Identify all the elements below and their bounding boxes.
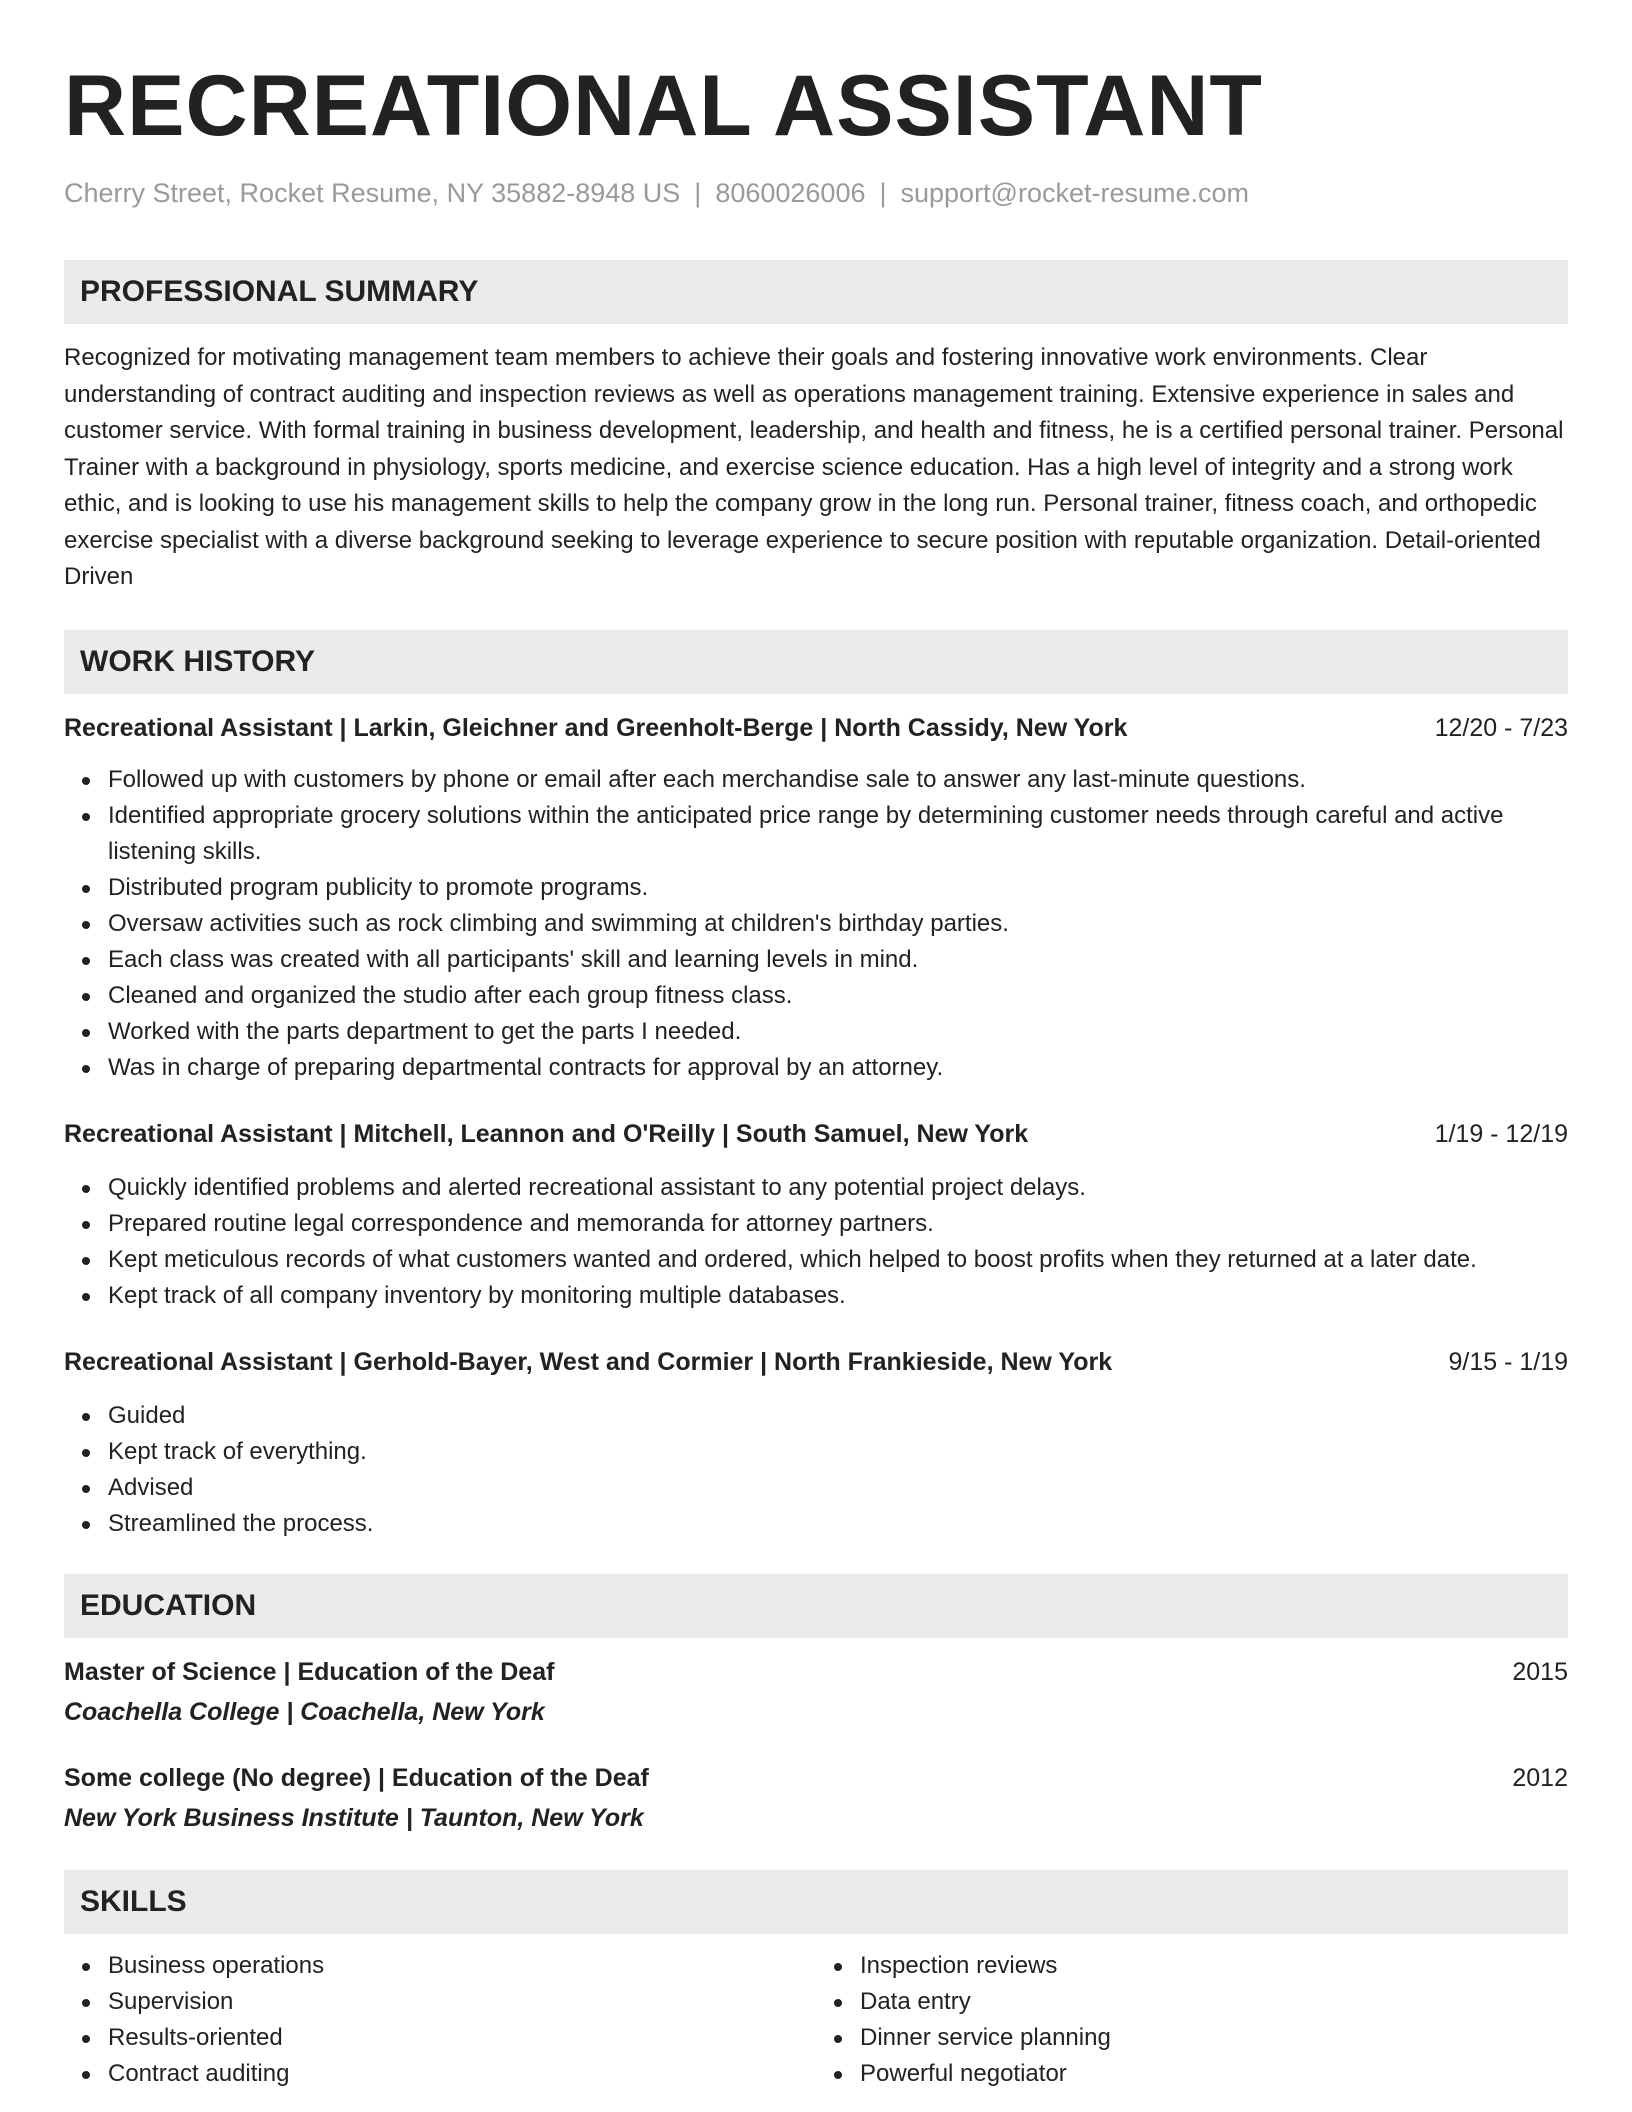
summary-text: Recognized for motivating management team members to achieve their goals and fostering innovative work environments. Clear understanding of contract auditing and inspection reviews as well as operations management training. Extensive experience in sales and customer service. With formal training in business development, leadership, and health and fitness, he is a certified personal trainer. Personal Trainer with a background in physiology, sports medicine, and exercise science education. Has a high level of integrity and a strong work ethic, and is looking to use his management skills to help the company grow in the long run. Personal trainer, fitness coach, and orthopedic exercise specialist with a diverse background seeking to leverage experience to secure position with reputable organization. Detail-oriented Driven — [64, 344, 1564, 590]
candidate-name: RECREATIONAL ASSISTANT — [64, 58, 1263, 154]
list-item: Guided — [108, 1398, 1568, 1434]
list-item: Distributed program publicity to promote programs. — [108, 870, 1568, 906]
list-item: Dinner service planning — [860, 2020, 1568, 2056]
list-item: Data entry — [860, 1984, 1568, 2020]
list-item: Prepared routine legal correspondence and memoranda for attorney partners. — [108, 1206, 1568, 1242]
list-item: Supervision — [108, 1984, 816, 2020]
job-entry — [64, 1344, 1568, 1542]
education-entry — [64, 1654, 1568, 1730]
skills-list-right — [816, 1948, 1568, 2092]
list-item: Cleaned and organized the studio after each group fitness class. — [108, 978, 1568, 1014]
list-item: Powerful negotiator — [860, 2056, 1568, 2092]
job-dates: 12/20 - 7/23 — [1434, 713, 1568, 742]
list-item: Contract auditing — [108, 2056, 816, 2092]
contact-separator: | — [694, 178, 702, 208]
education-degree: Some college (No degree) | Education of the Deaf — [64, 1763, 649, 1792]
education-school: Coachella College | Coachella, New York — [64, 1697, 545, 1726]
job-bullets — [64, 1170, 1568, 1314]
education-year: 2015 — [1512, 1657, 1568, 1686]
contact-email: support@rocket-resume.com — [900, 178, 1250, 208]
education-degree: Master of Science | Education of the Deaf — [64, 1657, 555, 1686]
job-header — [64, 710, 1568, 746]
contact-phone: 8060026006 — [715, 178, 866, 208]
list-item: Kept track of all company inventory by monitoring multiple databases. — [108, 1278, 1568, 1314]
resume-content — [64, 0, 1568, 2092]
list-item: Results-oriented — [108, 2020, 816, 2056]
education-year: 2012 — [1512, 1763, 1568, 1792]
job-dates: 1/19 - 12/19 — [1434, 1119, 1568, 1148]
contact-separator: | — [879, 178, 887, 208]
list-item: Advised — [108, 1470, 1568, 1506]
list-item: Quickly identified problems and alerted recreational assistant to any potential project delays. — [108, 1170, 1568, 1206]
education-entry — [64, 1760, 1568, 1836]
job-dates: 9/15 - 1/19 — [1448, 1347, 1568, 1376]
contact-line — [64, 176, 1568, 210]
job-header — [64, 1344, 1568, 1380]
job-bullets — [64, 762, 1568, 1086]
education-header — [64, 1654, 1568, 1690]
list-item: Identified appropriate grocery solutions within the anticipated price range by determining customer needs through careful and active listening skills. — [108, 798, 1568, 870]
list-item: Followed up with customers by phone or email after each merchandise sale to answer any last-minute questions. — [108, 762, 1568, 798]
skills-heading: SKILLS — [64, 1870, 1568, 1934]
job-bullets — [64, 1398, 1568, 1542]
list-item: Was in charge of preparing departmental contracts for approval by an attorney. — [108, 1050, 1568, 1086]
job-entry — [64, 1116, 1568, 1314]
list-item: Oversaw activities such as rock climbing and swimming at children's birthday parties. — [108, 906, 1568, 942]
list-item: Inspection reviews — [860, 1948, 1568, 1984]
list-item: Kept track of everything. — [108, 1434, 1568, 1470]
skills-list-left — [64, 1948, 816, 2092]
job-title: Recreational Assistant | Gerhold-Bayer, West and Cormier | North Frankieside, New York — [64, 1347, 1113, 1376]
summary-heading: PROFESSIONAL SUMMARY — [64, 260, 1568, 324]
education-header — [64, 1760, 1568, 1796]
job-header — [64, 1116, 1568, 1152]
list-item: Business operations — [108, 1948, 816, 1984]
education-heading: EDUCATION — [64, 1574, 1568, 1638]
contact-address: Cherry Street, Rocket Resume, NY 35882-8948 US — [64, 178, 681, 208]
work-history-heading: WORK HISTORY — [64, 630, 1568, 694]
skills-grid — [64, 1948, 1568, 2092]
job-title: Recreational Assistant | Larkin, Gleichner and Greenholt-Berge | North Cassidy, New York — [64, 713, 1128, 742]
education-school: New York Business Institute | Taunton, New York — [64, 1803, 644, 1832]
list-item: Streamlined the process. — [108, 1506, 1568, 1542]
job-title: Recreational Assistant | Mitchell, Leannon and O'Reilly | South Samuel, New York — [64, 1119, 1029, 1148]
list-item: Worked with the parts department to get the parts I needed. — [108, 1014, 1568, 1050]
list-item: Each class was created with all participants' skill and learning levels in mind. — [108, 942, 1568, 978]
job-entry — [64, 710, 1568, 1086]
list-item: Kept meticulous records of what customers wanted and ordered, which helped to boost profits when they returned at a later date. — [108, 1242, 1568, 1278]
